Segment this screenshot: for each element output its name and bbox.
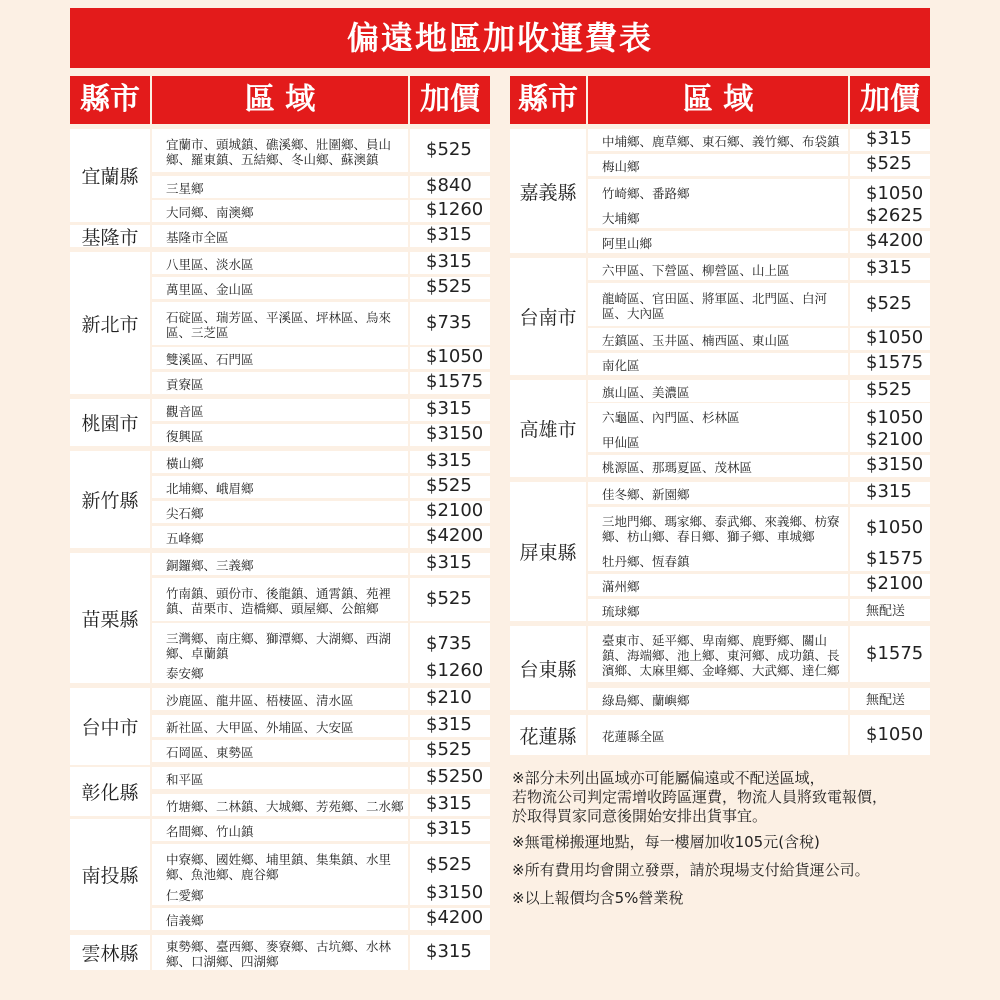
- price-cell: $315: [410, 225, 490, 247]
- area-cell: 石岡區、東勢區: [152, 740, 408, 762]
- area-cell: 五峰鄉: [152, 526, 408, 548]
- price-cell: $315: [410, 252, 490, 274]
- area-cell: 三灣鄉、南庄鄉、獅潭鄉、大湖鄉、西湖鄉、卓蘭鎮: [152, 623, 408, 666]
- county-cell: 桃園市: [70, 399, 150, 446]
- header-area-left: 區 域: [152, 76, 408, 124]
- price-cell: $525: [410, 844, 490, 887]
- area-cell: 竹崎鄉、番路鄉: [588, 179, 848, 206]
- county-cell: 新北市: [70, 252, 150, 394]
- price-cell: $1575: [850, 549, 930, 571]
- area-cell: 仁愛鄉: [152, 883, 408, 905]
- area-cell: 基隆市全區: [152, 225, 408, 247]
- price-cell: $2100: [850, 430, 930, 452]
- area-cell: 竹南鎮、頭份市、後龍鎮、通霄鎮、苑裡鎮、苗栗市、造橋鄉、頭屋鄉、公館鄉: [152, 578, 408, 621]
- price-cell: $1050: [850, 715, 930, 755]
- header-area-right: 區 域: [588, 76, 848, 124]
- price-cell: $1260: [410, 200, 490, 222]
- area-cell: 南化區: [588, 353, 848, 375]
- area-cell: 旗山區、美濃區: [588, 380, 848, 402]
- area-cell: 名間鄉、竹山鎮: [152, 819, 408, 841]
- county-cell: 雲林縣: [70, 935, 150, 970]
- price-cell: $2100: [410, 501, 490, 523]
- header-price-right: 加價: [850, 76, 930, 124]
- area-cell: 中寮鄉、國姓鄉、埔里鎮、集集鎮、水里鄉、魚池鄉、鹿谷鄉: [152, 844, 408, 887]
- county-cell: 高雄市: [510, 380, 586, 477]
- price-cell: $3150: [410, 883, 490, 905]
- note-line: ※無電梯搬運地點，每一樓層加收105元(含稅): [512, 833, 820, 851]
- price-cell: $5250: [410, 767, 490, 789]
- price-cell: $315: [410, 794, 490, 816]
- area-cell: 新社區、大甲區、外埔區、大安區: [152, 715, 408, 737]
- area-cell: 甲仙區: [588, 430, 848, 452]
- area-cell: 桃源區、那瑪夏區、茂林區: [588, 455, 848, 477]
- county-cell: 台東縣: [510, 626, 586, 710]
- price-cell: $315: [850, 129, 930, 151]
- price-cell: $315: [410, 715, 490, 737]
- area-cell: 三地門鄉、瑪家鄉、泰武鄉、來義鄉、枋寮鄉、枋山鄉、春日鄉、獅子鄉、車城鄉: [588, 507, 848, 549]
- price-cell: $315: [410, 935, 490, 970]
- area-cell: 滿州鄉: [588, 574, 848, 596]
- area-cell: 六龜區、內門區、杉林區: [588, 403, 848, 430]
- county-cell: 嘉義縣: [510, 129, 586, 253]
- county-cell: 台中市: [70, 688, 150, 765]
- area-cell: 竹塘鄉、二林鎮、大城鄉、芳苑鄉、二水鄉: [152, 794, 408, 816]
- area-cell: 尖石鄉: [152, 501, 408, 523]
- price-cell: $1260: [410, 661, 490, 683]
- price-cell: $1050: [410, 347, 490, 369]
- price-cell: $2100: [850, 574, 930, 596]
- note-line: ※部分未列出區域亦可能屬偏遠或不配送區域，: [512, 769, 825, 787]
- county-cell: 基隆市: [70, 225, 150, 247]
- header-county-right: 縣市: [510, 76, 586, 124]
- county-cell: 彰化縣: [70, 767, 150, 816]
- price-cell: $525: [410, 578, 490, 621]
- price-cell: $2625: [850, 206, 930, 228]
- price-cell: $1050: [850, 179, 930, 206]
- price-cell: $1050: [850, 403, 930, 430]
- area-cell: 梅山鄉: [588, 154, 848, 176]
- area-cell: 信義鄉: [152, 908, 408, 930]
- price-cell: $3150: [850, 455, 930, 477]
- price-cell: $315: [410, 553, 490, 575]
- price-cell: $3150: [410, 424, 490, 446]
- price-cell: $525: [850, 154, 930, 176]
- price-cell: $1575: [850, 626, 930, 682]
- area-cell: 復興區: [152, 424, 408, 446]
- price-cell: $315: [850, 258, 930, 280]
- price-cell: $315: [410, 451, 490, 473]
- area-cell: 中埔鄉、鹿草鄉、東石鄉、義竹鄉、布袋鎮: [588, 129, 848, 151]
- area-cell: 東勢鄉、臺西鄉、麥寮鄉、古坑鄉、水林鄉、口湖鄉、四湖鄉: [152, 935, 408, 970]
- county-cell: 宜蘭縣: [70, 129, 150, 222]
- page-title: 偏遠地區加收運費表: [70, 8, 930, 68]
- price-cell: $1575: [850, 353, 930, 375]
- price-cell: $735: [410, 623, 490, 666]
- area-cell: 佳冬鄉、新園鄉: [588, 482, 848, 504]
- price-cell: $525: [410, 129, 490, 172]
- price-cell: 無配送: [850, 599, 930, 621]
- area-cell: 北埔鄉、峨眉鄉: [152, 476, 408, 498]
- price-cell: $4200: [850, 231, 930, 253]
- area-cell: 大埔鄉: [588, 206, 848, 228]
- price-cell: $1050: [850, 328, 930, 350]
- area-cell: 銅鑼鄉、三義鄉: [152, 553, 408, 575]
- area-cell: 大同鄉、南澳鄉: [152, 200, 408, 222]
- area-cell: 花蓮縣全區: [588, 715, 848, 755]
- price-cell: $525: [850, 380, 930, 402]
- area-cell: 八里區、淡水區: [152, 252, 408, 274]
- area-cell: 阿里山鄉: [588, 231, 848, 253]
- price-cell: $525: [410, 476, 490, 498]
- price-cell: $1575: [410, 372, 490, 394]
- area-cell: 貢寮區: [152, 372, 408, 394]
- header-price-left: 加價: [410, 76, 490, 124]
- area-cell: 琉球鄉: [588, 599, 848, 621]
- area-cell: 龍崎區、官田區、將軍區、北門區、白河區、大內區: [588, 283, 848, 326]
- area-cell: 泰安鄉: [152, 661, 408, 683]
- county-cell: 屏東縣: [510, 482, 586, 621]
- price-cell: $735: [410, 302, 490, 345]
- price-cell: $525: [850, 283, 930, 326]
- area-cell: 橫山鄉: [152, 451, 408, 473]
- area-cell: 臺東市、延平鄉、卑南鄉、鹿野鄉、關山鎮、海端鄉、池上鄉、東河鄉、成功鎮、長濱鄉、太麻里鄉、金峰鄉、大武鄉、達仁鄉: [588, 626, 848, 682]
- price-cell: $4200: [410, 908, 490, 930]
- price-cell: $525: [410, 740, 490, 762]
- area-cell: 三星鄉: [152, 176, 408, 198]
- area-cell: 萬里區、金山區: [152, 277, 408, 299]
- note-line: ※所有費用均會開立發票，請於現場支付給貨運公司。: [512, 861, 870, 879]
- price-cell: $315: [410, 819, 490, 841]
- note-line: 於取得買家同意後開始安排出貨事宜。: [512, 807, 768, 825]
- area-cell: 宜蘭市、頭城鎮、礁溪鄉、壯圍鄉、員山鄉、羅東鎮、五結鄉、冬山鄉、蘇澳鎮: [152, 129, 408, 172]
- price-cell: $1050: [850, 507, 930, 549]
- area-cell: 雙溪區、石門區: [152, 347, 408, 369]
- county-cell: 南投縣: [70, 819, 150, 930]
- header-county-left: 縣市: [70, 76, 150, 124]
- price-cell: $525: [410, 277, 490, 299]
- price-cell: $4200: [410, 526, 490, 548]
- note-line: ※以上報價均含5%營業稅: [512, 889, 684, 907]
- price-cell: $315: [850, 482, 930, 504]
- county-cell: 台南市: [510, 258, 586, 375]
- note-line: 若物流公司判定需增收跨區運費，物流人員將致電報價，: [512, 788, 888, 806]
- area-cell: 石碇區、瑞芳區、平溪區、坪林區、烏來區、三芝區: [152, 302, 408, 345]
- area-cell: 左鎮區、玉井區、楠西區、東山區: [588, 328, 848, 350]
- price-cell: $210: [410, 688, 490, 710]
- area-cell: 綠島鄉、蘭嶼鄉: [588, 688, 848, 710]
- area-cell: 觀音區: [152, 399, 408, 421]
- county-cell: 新竹縣: [70, 451, 150, 548]
- county-cell: 苗栗縣: [70, 553, 150, 683]
- area-cell: 六甲區、下營區、柳營區、山上區: [588, 258, 848, 280]
- price-cell: 無配送: [850, 688, 930, 710]
- county-cell: 花蓮縣: [510, 715, 586, 755]
- area-cell: 沙鹿區、龍井區、梧棲區、清水區: [152, 688, 408, 710]
- area-cell: 和平區: [152, 767, 408, 789]
- price-cell: $840: [410, 176, 490, 198]
- area-cell: 牡丹鄉、恆春鎮: [588, 549, 848, 571]
- price-cell: $315: [410, 399, 490, 421]
